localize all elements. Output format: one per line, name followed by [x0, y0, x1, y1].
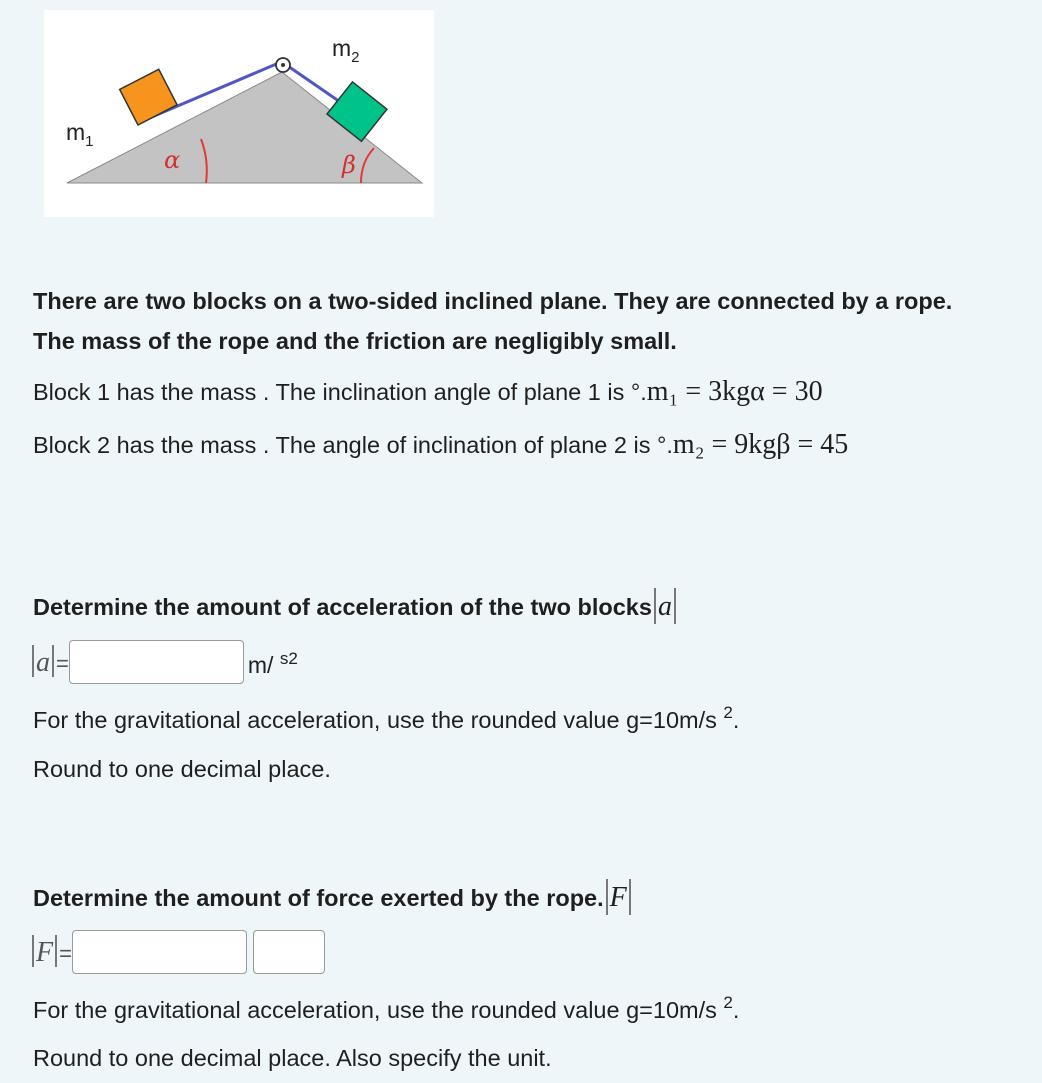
abs-bar-right [629, 879, 631, 915]
question-2-hint-text: For the gravitational acceleration, use the rounded value g=10m/s [33, 997, 724, 1023]
block1-description [33, 378, 823, 406]
abs-bar-right [55, 935, 57, 967]
pulley-axle [281, 63, 285, 67]
abs-bar-right [52, 645, 54, 677]
abs-bar-left [654, 588, 656, 624]
intro-line-1: There are two blocks on a two-sided inclined plane. They are connected by a rope. [33, 288, 953, 314]
block1-text: Block 1 has the mass . The inclination angle of plane 1 is °. [33, 379, 647, 405]
abs-bar-left [606, 879, 608, 915]
abs-bar-right [674, 588, 676, 624]
question-1-rounding: Round to one decimal place. [33, 756, 331, 782]
question-2-symbol: F [609, 882, 627, 913]
abs-bar-left [32, 645, 34, 677]
block2-math: m₂ = 9kgβ = 45 [672, 429, 849, 460]
question-2-prompt [33, 879, 633, 915]
acceleration-input[interactable] [69, 640, 244, 684]
force-unit-input[interactable] [253, 930, 325, 974]
question-2-hint-exponent: 2 [723, 993, 733, 1012]
acceleration-equals: = [56, 651, 69, 676]
answer-row-acceleration [30, 638, 298, 686]
block-1 [120, 69, 177, 125]
force-equals: = [59, 941, 72, 966]
question-2-hint [33, 994, 739, 1023]
acceleration-label-symbol: a [36, 647, 50, 678]
label-m1: $m_1$ [66, 119, 94, 150]
label-m2: $m_2$ [332, 35, 360, 66]
intro-line-2: The mass of the rope and the friction are negligibly small. [33, 328, 677, 354]
question-1-hint-end: . [732, 707, 740, 733]
question-1-hint [33, 704, 739, 733]
acceleration-unit [248, 649, 298, 679]
abs-bar-left [32, 935, 34, 967]
question-1-symbol: a [657, 591, 672, 622]
block2-text: Block 2 has the mass . The angle of inclination of plane 2 is °. [33, 432, 673, 458]
answer-row-force [30, 928, 325, 976]
acceleration-unit-exponent: s2 [279, 649, 298, 668]
question-1-hint-text: For the gravitational acceleration, use the rounded value g=10m/s [33, 707, 724, 733]
acceleration-unit-base: m/ [247, 652, 280, 678]
question-2-rounding: Round to one decimal place. Also specify the unit. [33, 1045, 552, 1071]
block2-description [33, 431, 848, 459]
label-alpha: α [164, 146, 181, 174]
block1-math: m₁ = 3kgα = 30 [646, 376, 823, 407]
label-beta: β [342, 151, 356, 179]
question-1-prompt [33, 588, 678, 624]
question-1-hint-exponent: 2 [723, 703, 733, 722]
force-label-symbol: F [36, 937, 54, 968]
acceleration-label [30, 645, 69, 679]
force-input[interactable] [72, 930, 247, 974]
inclined-plane-figure [44, 10, 434, 217]
question-2-hint-end: . [732, 997, 740, 1023]
question-1-text: Determine the amount of acceleration of the two blocks [33, 594, 652, 620]
force-label [30, 935, 72, 969]
question-2-text: Determine the amount of force exerted by the rope. [33, 885, 604, 911]
inclined-plane-diagram [44, 10, 434, 217]
